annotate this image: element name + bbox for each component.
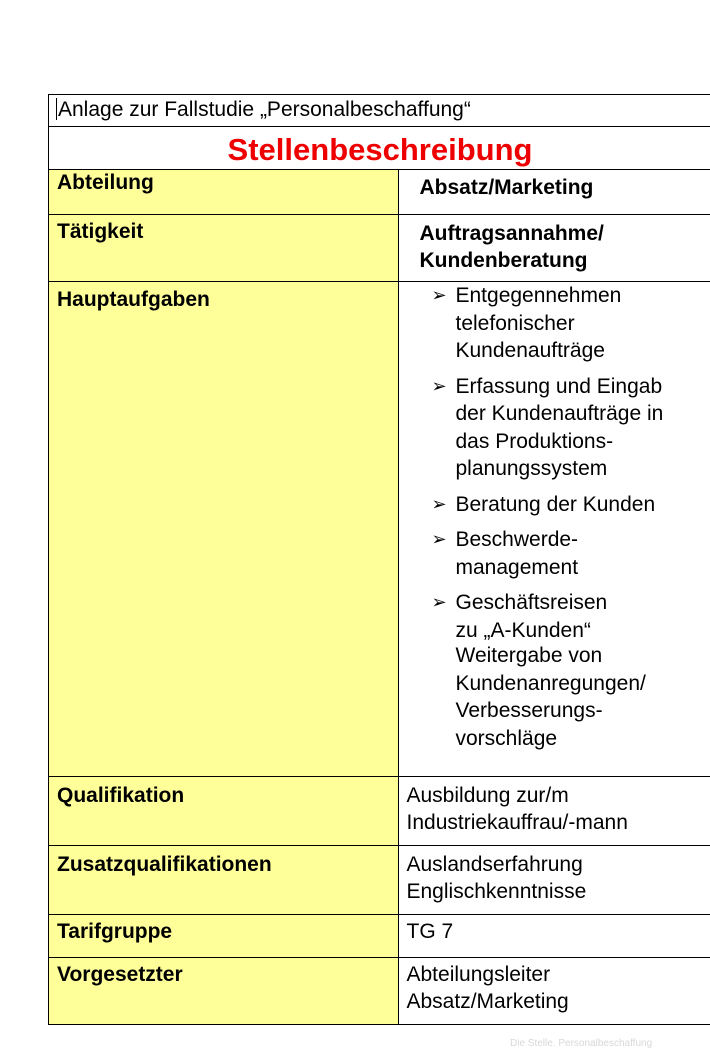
list-item [456,589,710,644]
value-taetigkeit [398,215,710,282]
arrowhead-bullet-icon: ➢ [432,282,447,310]
value-qualifikation [398,777,710,846]
value-zusatzqualifikationen [398,846,710,915]
task-line: Geschäftsreisen [456,589,710,617]
task-list [423,282,710,644]
row-abteilung [49,170,710,215]
job-description-table [48,94,710,1025]
arrowhead-bullet-icon: ➢ [432,373,447,401]
value-vorgesetzter [398,958,710,1025]
value-line: Auftragsannahme/ [420,220,710,247]
task-line: Verbesserungs- [456,697,710,725]
task-line: Erfassung und Eingab [456,373,710,401]
task-line: Beratung der Kunden [456,491,710,519]
task-line: management [456,554,710,582]
arrowhead-bullet-icon: ➢ [432,526,447,554]
label-tarifgruppe: Tarifgruppe [49,915,399,958]
document-caption [49,95,710,127]
label-abteilung: Abteilung [49,170,399,215]
label-zusatzqualifikationen: Zusatzqualifikationen [49,846,399,915]
value-line: Absatz/Marketing [407,988,710,1015]
row-zusatzqualifikationen [49,846,710,915]
task-line: zu „A-Kunden“ [456,617,710,645]
task-line: Kundenaufträge [456,337,710,365]
value-line: Ausbildung zur/m [407,782,710,809]
value-hauptaufgaben [398,282,710,777]
job-description-document [48,94,710,1025]
list-item [456,526,710,581]
task-line: Beschwerde- [456,526,710,554]
row-taetigkeit [49,215,710,282]
task-line: planungssystem [456,455,710,483]
value-line: Kundenberatung [420,247,710,274]
task-line: Weitergabe von [456,642,710,670]
arrowhead-bullet-icon: ➢ [432,491,447,519]
task-line: vorschläge [456,725,710,753]
value-line: Auslandserfahrung [407,851,710,878]
label-qualifikation: Qualifikation [49,777,399,846]
task-line: telefonischer [456,310,710,338]
label-hauptaufgaben: Hauptaufgaben [49,282,399,777]
value-line: Abteilungsleiter [407,961,710,988]
page-title: Stellenbeschreibung [49,127,710,170]
task-line: Kundenanregungen/ [456,670,710,698]
footer-watermark: Die Stelle. Personalbeschaffung [510,1038,652,1049]
task-line: Entgegennehmen [456,282,710,310]
row-qualifikation [49,777,710,846]
task-extra-text [423,642,710,752]
row-hauptaufgaben [49,282,710,777]
row-vorgesetzter [49,958,710,1025]
arrowhead-bullet-icon: ➢ [432,589,447,617]
text-cursor [56,98,57,120]
list-item [456,282,710,365]
list-item [456,373,710,483]
task-line: das Produktions- [456,428,710,456]
caption-text: Anlage zur Fallstudie „Personalbeschaffung“ [58,98,471,121]
label-taetigkeit: Tätigkeit [49,215,399,282]
value-line: Industriekauffrau/-mann [407,809,710,836]
list-item [456,491,710,519]
label-vorgesetzter: Vorgesetzter [49,958,399,1025]
task-line: der Kundenaufträge in [456,400,710,428]
row-tarifgruppe [49,915,710,958]
value-tarifgruppe: TG 7 [398,915,710,958]
value-line: Englischkenntnisse [407,878,710,905]
value-abteilung: Absatz/Marketing [398,170,710,215]
